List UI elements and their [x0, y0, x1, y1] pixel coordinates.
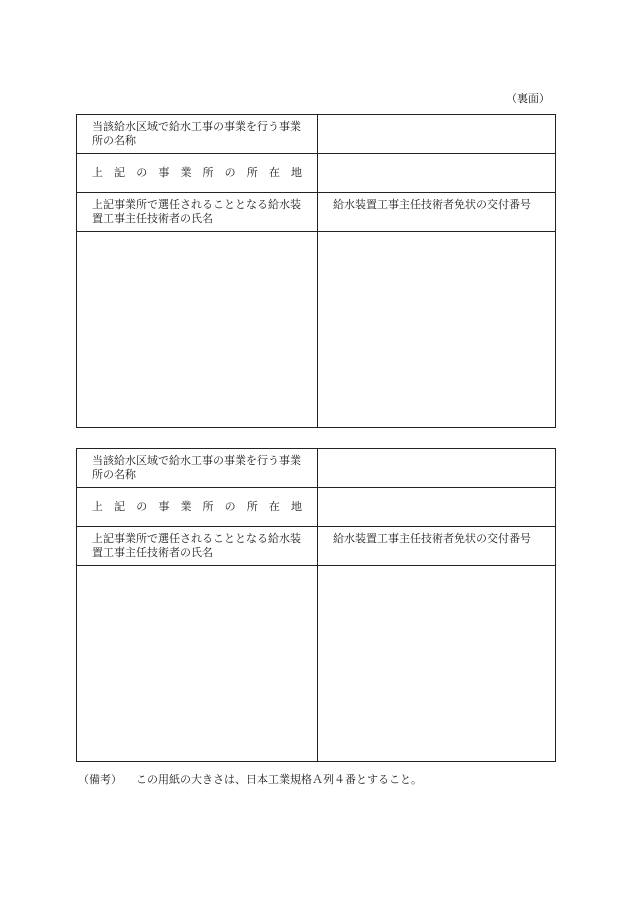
license-number-label: 給水装置工事主任技術者免状の交付番号 [333, 532, 531, 545]
address-label [92, 500, 310, 514]
row-business-name [77, 115, 555, 154]
page-side-label: （裏面） [506, 92, 550, 105]
row-address [77, 488, 555, 527]
row-engineer [77, 193, 555, 232]
row-business-name [77, 449, 555, 488]
engineer-name-label: 上記事業所で選任されることとなる給水装置工事主任技術者の氏名 [92, 532, 301, 559]
row-address [77, 154, 555, 193]
address-label-text: 上 記 の 事 業 所 の 所 在 地 [92, 166, 302, 179]
license-number-label: 給水装置工事主任技術者免状の交付番号 [333, 198, 531, 211]
row-engineer [77, 527, 555, 566]
business-name-label: 当該給水区域で給水工事の事業を行う事業所の名称 [92, 120, 301, 147]
form-table-1 [76, 114, 556, 428]
remarks-text: この用紙の大きさは、日本工業規格Ａ列４番とすること。 [136, 773, 422, 786]
address-label-text: 上 記 の 事 業 所 の 所 在 地 [92, 500, 302, 513]
remarks-note [78, 771, 422, 787]
form-table-2 [76, 448, 556, 762]
engineer-name-label: 上記事業所で選任されることとなる給水装置工事主任技術者の氏名 [92, 198, 301, 225]
business-name-label: 当該給水区域で給水工事の事業を行う事業所の名称 [92, 454, 301, 481]
remarks-prefix: （備考） [78, 773, 122, 786]
address-label [92, 166, 310, 180]
